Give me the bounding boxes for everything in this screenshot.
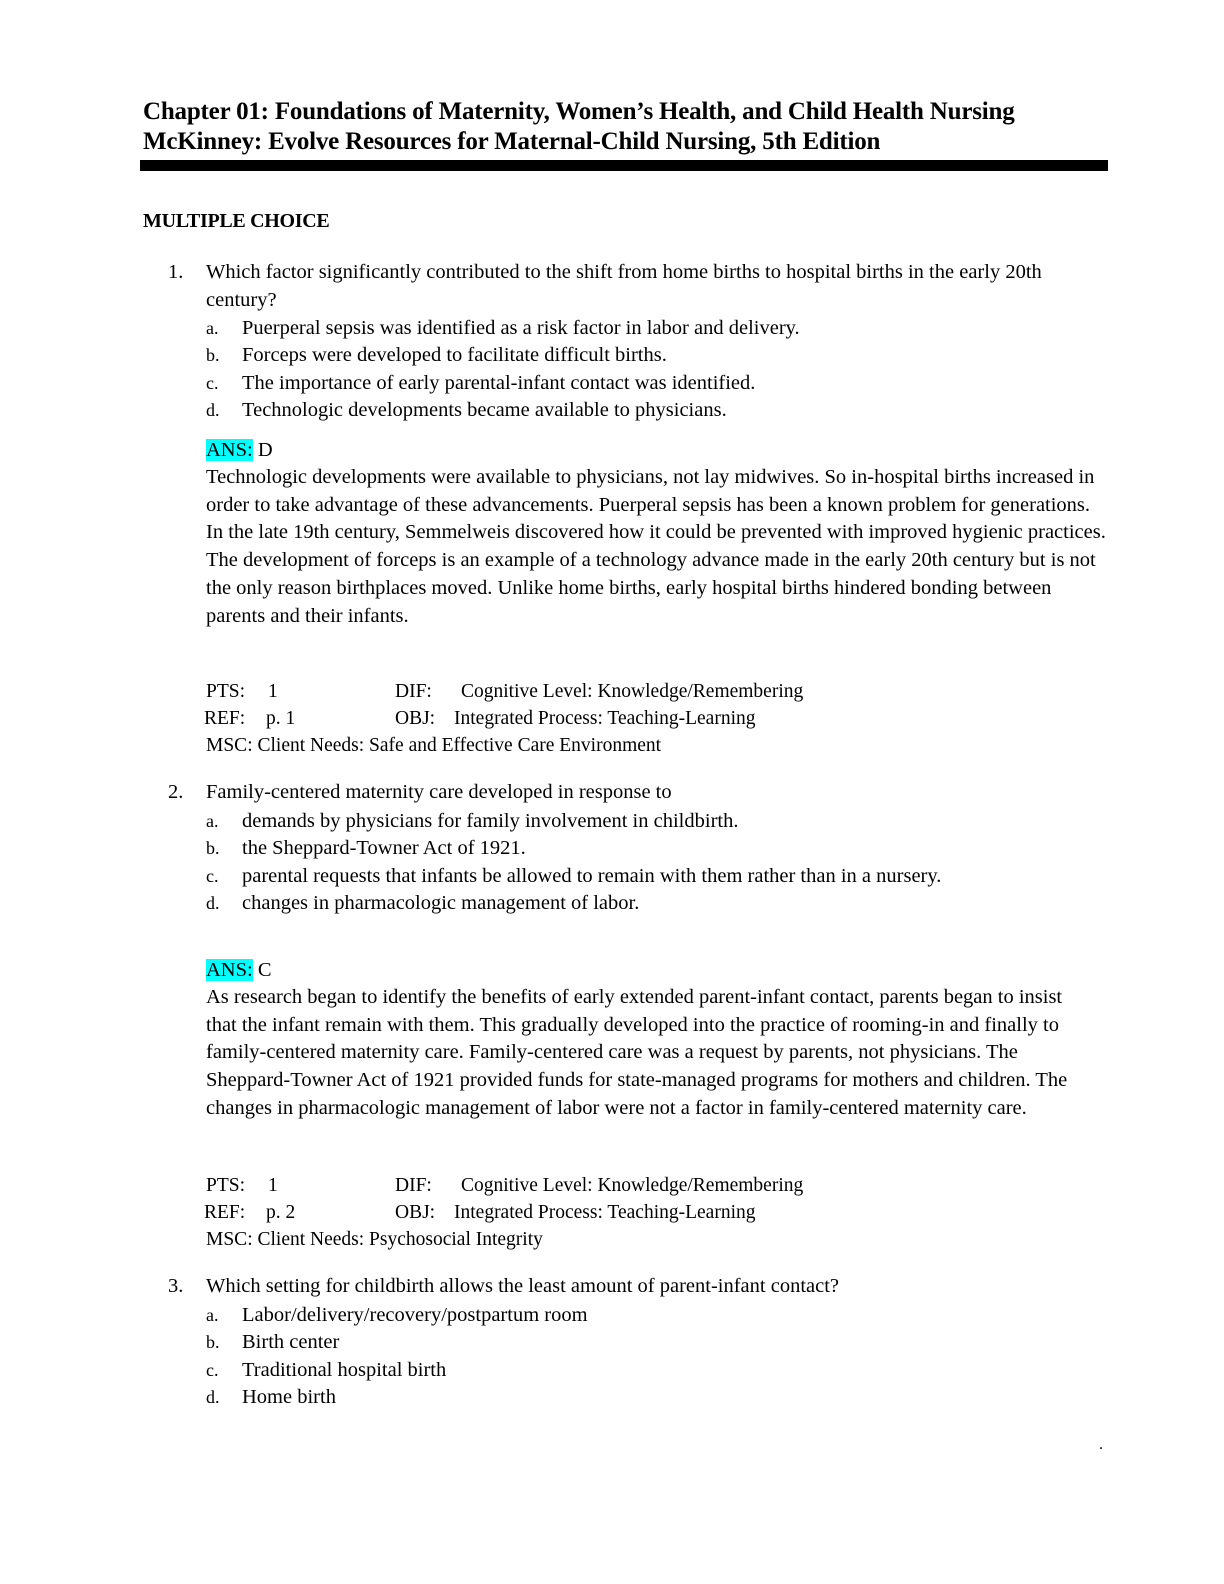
answer-value: C: [252, 959, 272, 981]
book-subtitle: McKinney: Evolve Resources for Maternal-Child Nursing, 5th Edition: [143, 128, 881, 155]
obj-label: OBJ:: [395, 1202, 436, 1223]
msc-line: MSC: Client Needs: Safe and Effective Care Environment: [206, 735, 662, 756]
section-title: MULTIPLE CHOICE: [143, 210, 330, 232]
question-number: 3.: [168, 1275, 184, 1297]
option-c: c. Traditional hospital birth: [206, 1358, 447, 1381]
option-a: a. Labor/delivery/recovery/postpartum room: [206, 1304, 588, 1326]
question-stem: Which setting for childbirth allows the least amount of parent-infant contact?: [206, 1275, 840, 1297]
option-b: b. the Sheppard-Towner Act of 1921.: [206, 837, 526, 860]
option-b: b. Birth center: [206, 1331, 340, 1354]
option-list: [206, 808, 1106, 917]
document-header: [143, 97, 1108, 157]
question-number: 2.: [168, 781, 184, 803]
ref-label: REF:: [204, 1202, 246, 1223]
option-a: a. demands by physicians for family involvement in childbirth.: [206, 810, 739, 832]
question-number: 1.: [168, 261, 184, 283]
pts-value: 1: [268, 681, 278, 702]
pts-label: PTS:: [206, 681, 246, 702]
question-stem: Family-centered maternity care developed in response to: [206, 781, 672, 803]
answer-value: D: [252, 439, 273, 461]
rationale: Technologic developments were available to physicians, not lay midwives. So in-hospital births increased in order to take advantage of these advancements. Puerperal sepsis has been a known problem for generations. In the late 19th century, Semmelweis discovered how it could be prevented with improved hygienic practices. The development of forceps is an example of a technology advance made in the early 20th century but is not the only reason birthplaces moved. Unlike home births, early hospital births hindered bonding between parents and their infants.: [206, 466, 1106, 627]
answer-label: ANS:: [206, 959, 253, 981]
ref-value: p. 1: [266, 708, 296, 729]
obj-value: Integrated Process: Teaching-Learning: [454, 1202, 756, 1223]
option-list: [206, 315, 1106, 424]
obj-label: OBJ:: [395, 708, 436, 729]
question-stem: Which factor significantly contributed to the shift from home births to hospital births in the early 20th century?: [206, 261, 1042, 311]
option-c: c. The importance of early parental-infant contact was identified.: [206, 371, 756, 394]
chapter-title: Chapter 01: Foundations of Maternity, Women’s Health, and Child Health Nursing: [143, 98, 1015, 125]
dif-label: DIF:: [395, 1175, 432, 1196]
option-d: d. Home birth: [206, 1385, 336, 1408]
footer-mark: .: [1099, 1436, 1103, 1453]
dif-value: Cognitive Level: Knowledge/Remembering: [461, 681, 804, 702]
obj-value: Integrated Process: Teaching-Learning: [454, 708, 756, 729]
pts-value: 1: [268, 1175, 278, 1196]
answer-line: [206, 436, 273, 464]
header-rule: [140, 160, 1108, 171]
answer-line: [206, 956, 272, 984]
rationale: As research began to identify the benefits of early extended parent-infant contact, parents began to insist that the infant remain with them. This gradually developed into the practice of rooming-in and finally to family-centered maternity care. Family-centered care was a request by parents, not physicians. The Sheppard-Towner Act of 1921 provided funds for state-managed programs for mothers and children. The changes in pharmacologic management of labor were not a factor in family-centered maternity care.: [206, 986, 1068, 1119]
question-metadata: [206, 678, 1106, 759]
pts-label: PTS:: [206, 1175, 246, 1196]
option-d: d. Technologic developments became available to physicians.: [206, 398, 727, 421]
msc-line: MSC: Client Needs: Psychosocial Integrity: [206, 1229, 543, 1250]
option-d: d. changes in pharmacologic management of labor.: [206, 891, 640, 914]
option-list: [206, 1302, 1106, 1411]
dif-label: DIF:: [395, 681, 432, 702]
ref-value: p. 2: [266, 1202, 296, 1223]
ref-label: REF:: [204, 708, 246, 729]
question-metadata: [206, 1172, 1106, 1253]
dif-value: Cognitive Level: Knowledge/Remembering: [461, 1175, 804, 1196]
option-c: c. parental requests that infants be allowed to remain with them rather than in a nursery.: [206, 864, 942, 887]
option-b: b. Forceps were developed to facilitate difficult births.: [206, 344, 667, 367]
answer-label: ANS:: [206, 439, 253, 461]
option-a: a. Puerperal sepsis was identified as a risk factor in labor and delivery.: [206, 317, 800, 339]
